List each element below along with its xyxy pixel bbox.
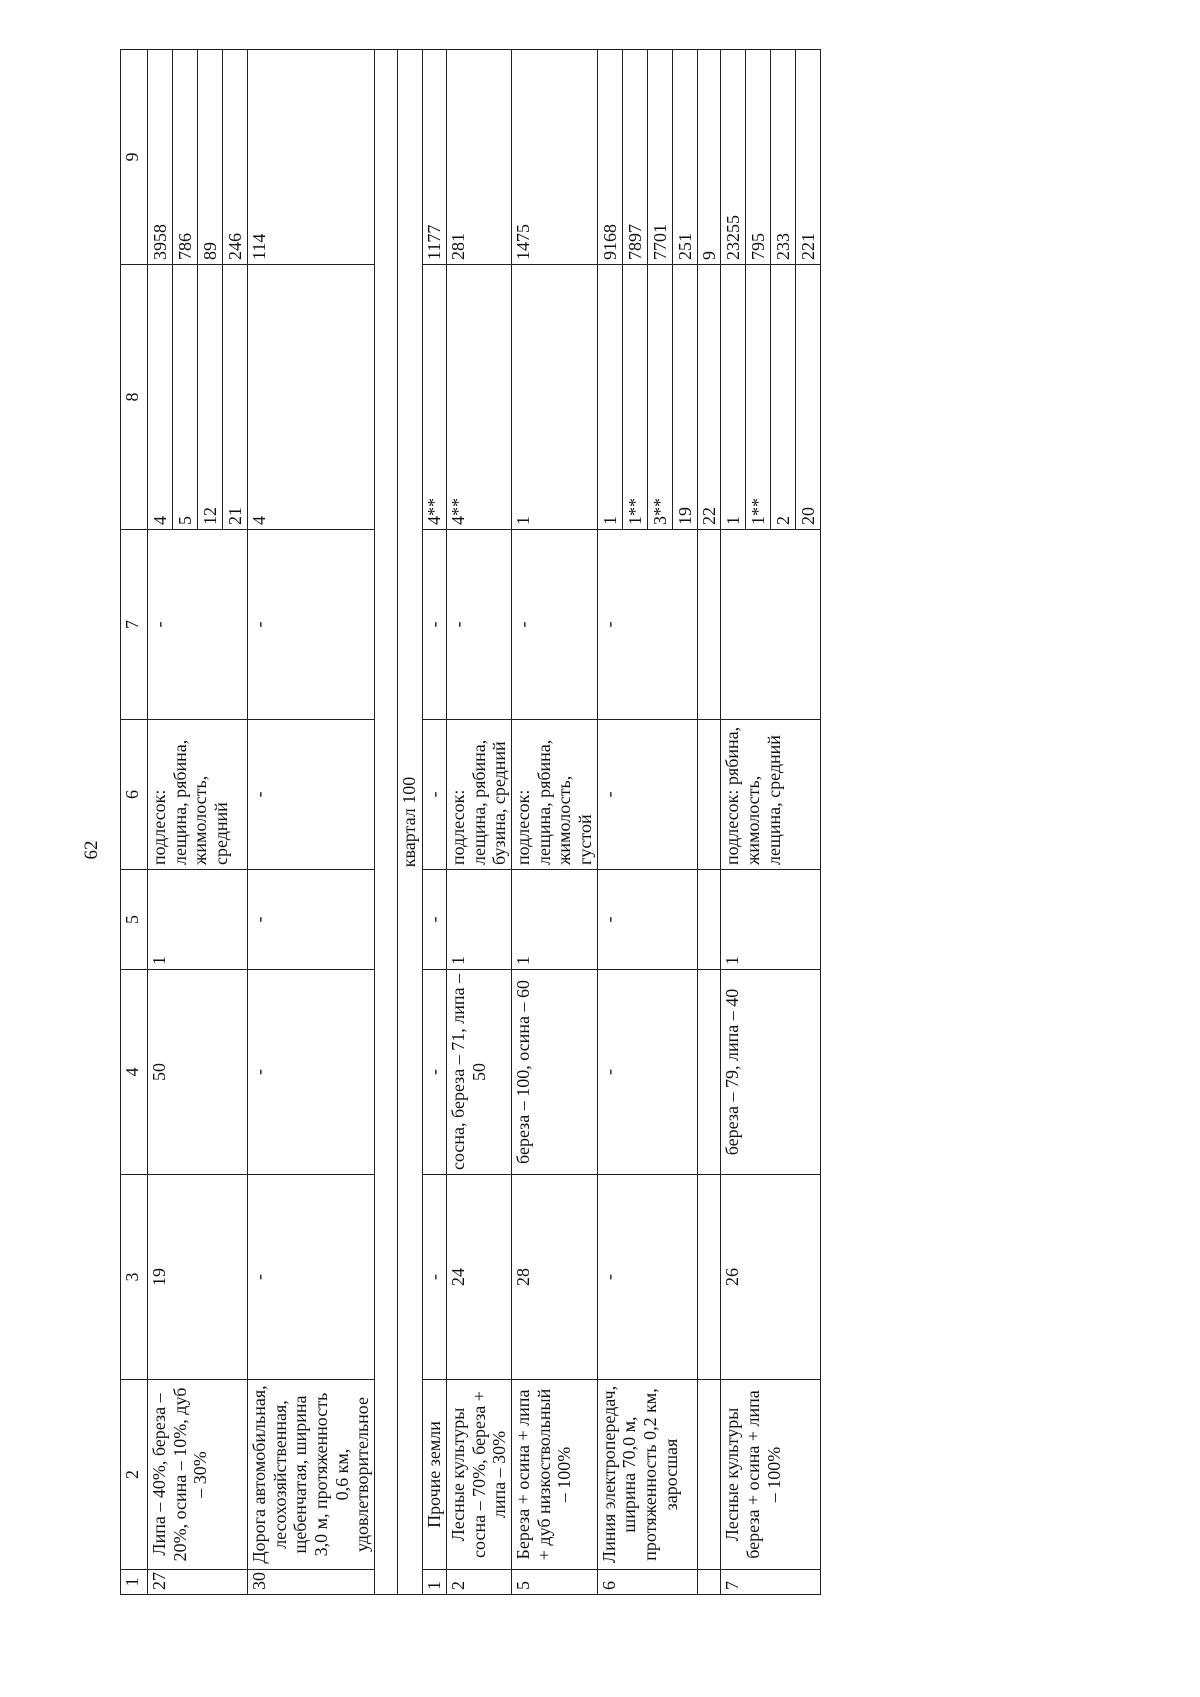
rotated-table-wrapper (120, 50, 1085, 1595)
cell-col7: - (446, 530, 511, 720)
cell-col5: 1 (446, 870, 511, 970)
cell-col5: - (423, 870, 447, 970)
cell-col4: сосна, береза – 71, липа – 50 (446, 970, 511, 1175)
description-cell: Береза + осина + липа + дуб низкоствольный – 100% (511, 1380, 597, 1570)
table-row (423, 50, 447, 1595)
sub-value: 4 (148, 265, 173, 529)
cell-col6: подлесок: лещина, рябина, жимолость, средний (148, 720, 248, 870)
header-cell: 9 (121, 50, 148, 265)
cell-col3: 24 (446, 1175, 511, 1380)
row-number: 5 (511, 1570, 597, 1595)
sub-value: 21 (225, 507, 245, 525)
page-number: 62 (81, 840, 102, 860)
cell-col7: - (423, 530, 447, 720)
table-row (148, 50, 248, 1595)
cell-col8: 22 (697, 265, 721, 530)
table-row (597, 50, 697, 1595)
row-number: 2 (446, 1570, 511, 1595)
row-number: 30 (248, 1570, 375, 1595)
description-cell: Лесные культуры сосна – 70%, береза + липа – 30% (446, 1380, 511, 1570)
cell-col4 (697, 970, 721, 1175)
table-row (446, 50, 511, 1595)
cell-col8: 4 (248, 265, 375, 530)
sub-value: 786 (173, 50, 198, 264)
cell-col6 (697, 720, 721, 870)
row-number: 7 (721, 1570, 821, 1595)
sub-value: 1** (746, 265, 771, 529)
cell-col3: 28 (511, 1175, 597, 1380)
cell-col5 (697, 870, 721, 970)
sub-value: 221 (798, 233, 819, 260)
description-cell (697, 1380, 721, 1570)
sub-value: 1 (598, 265, 623, 529)
cell-col6: - (597, 720, 697, 870)
cell-col3: 26 (721, 1175, 821, 1380)
cell-col4: 50 (148, 970, 248, 1175)
cell-col5: 1 (511, 870, 597, 970)
header-cell: 2 (121, 1380, 148, 1570)
row-number: 1 (423, 1570, 447, 1595)
cell-col4: - (597, 970, 697, 1175)
sub-value: 7701 (648, 50, 673, 264)
cell-col9 (597, 50, 697, 265)
table-row (511, 50, 597, 1595)
cell-col7: - (248, 530, 375, 720)
row-number (697, 1570, 721, 1595)
cell-col8 (148, 265, 248, 530)
sub-value: 795 (746, 50, 771, 264)
header-cell: 5 (121, 870, 148, 970)
cell-col6: - (423, 720, 447, 870)
section-title: квартал 100 (398, 50, 423, 1595)
sub-value: 246 (225, 233, 245, 260)
cell-col3: 19 (148, 1175, 248, 1380)
cell-col8: 4** (446, 265, 511, 530)
section-row (398, 50, 423, 1595)
sub-value: 20 (798, 507, 819, 525)
sub-value: 251 (674, 233, 695, 260)
header-cell: 4 (121, 970, 148, 1175)
sub-value: 1 (721, 265, 746, 529)
cell-col6: подлесок: лещина, рябина, бузина, средний (446, 720, 511, 870)
cell-col7 (697, 530, 721, 720)
sub-value: 1** (623, 265, 648, 529)
header-cell: 6 (121, 720, 148, 870)
cell-col3: - (423, 1175, 447, 1380)
description-cell: Дорога автомобильная, лесохозяйственная, щебенчатая, ширина 3,0 м, протяженность 0,6 км, удовлетворительное (248, 1380, 375, 1570)
cell-col7: - (597, 530, 697, 720)
sub-value: 3958 (148, 50, 173, 264)
cell-col9: 114 (248, 50, 375, 265)
header-cell: 7 (121, 530, 148, 720)
sub-value: 9168 (598, 50, 623, 264)
cell-col9: 9 (697, 50, 721, 265)
cell-col6: подлесок: лещина, рябина, жимолость, густой (511, 720, 597, 870)
cell-col9: 1177 (423, 50, 447, 265)
cell-col4: береза – 100, осина – 60 (511, 970, 597, 1175)
sub-value: 7897 (623, 50, 648, 264)
cell-col8 (721, 265, 821, 530)
cell-col9 (721, 50, 821, 265)
description-cell: Линия электропередач, ширина 70,0 м, протяженность 0,2 км, заросшая (597, 1380, 697, 1570)
cell-col4: береза – 79, липа – 40 (721, 970, 821, 1175)
sub-value: 5 (173, 265, 198, 529)
header-cell: 8 (121, 265, 148, 530)
cell-col8: 1 (511, 265, 597, 530)
cell-col5: - (248, 870, 375, 970)
cell-col7 (721, 530, 821, 720)
cell-col6: - (248, 720, 375, 870)
sub-value: 233 (771, 50, 796, 264)
cell-col9 (148, 50, 248, 265)
cell-col5: 1 (721, 870, 821, 970)
header-cell: 1 (121, 1570, 148, 1595)
sub-value: 19 (674, 507, 695, 525)
cell-col5: 1 (148, 870, 248, 970)
cell-col3 (697, 1175, 721, 1380)
cell-col3: - (597, 1175, 697, 1380)
sub-value: 2 (771, 265, 796, 529)
cell-col9: 1475 (511, 50, 597, 265)
cell-col9: 281 (446, 50, 511, 265)
header-row (121, 50, 148, 1595)
sub-value: 12 (198, 265, 223, 529)
cell-col7: - (511, 530, 597, 720)
cell-col7: - (148, 530, 248, 720)
cell-col8: 4** (423, 265, 447, 530)
cell-col4: - (423, 970, 447, 1175)
table-row (721, 50, 821, 1595)
spacer-row (375, 50, 398, 1595)
cell-col6: подлесок: рябина, жимолость, лещина, средний (721, 720, 821, 870)
header-cell: 3 (121, 1175, 148, 1380)
cell-col3: - (248, 1175, 375, 1380)
row-number: 6 (597, 1570, 697, 1595)
cell-col5: - (597, 870, 697, 970)
row-number: 27 (148, 1570, 248, 1595)
cell-col4: - (248, 970, 375, 1175)
sub-value: 23255 (721, 50, 746, 264)
sub-value: 3** (648, 265, 673, 529)
cell-col8 (597, 265, 697, 530)
forest-inventory-table (120, 49, 821, 1595)
description-cell: Прочие земли (423, 1380, 447, 1570)
description-cell: Лесные культуры береза + осина + липа – 100% (721, 1380, 821, 1570)
sub-value: 89 (198, 50, 223, 264)
description-cell: Липа – 40%, береза – 20%, осина – 10%, дуб – 30% (148, 1380, 248, 1570)
table-row (248, 50, 375, 1595)
table-row (697, 50, 721, 1595)
